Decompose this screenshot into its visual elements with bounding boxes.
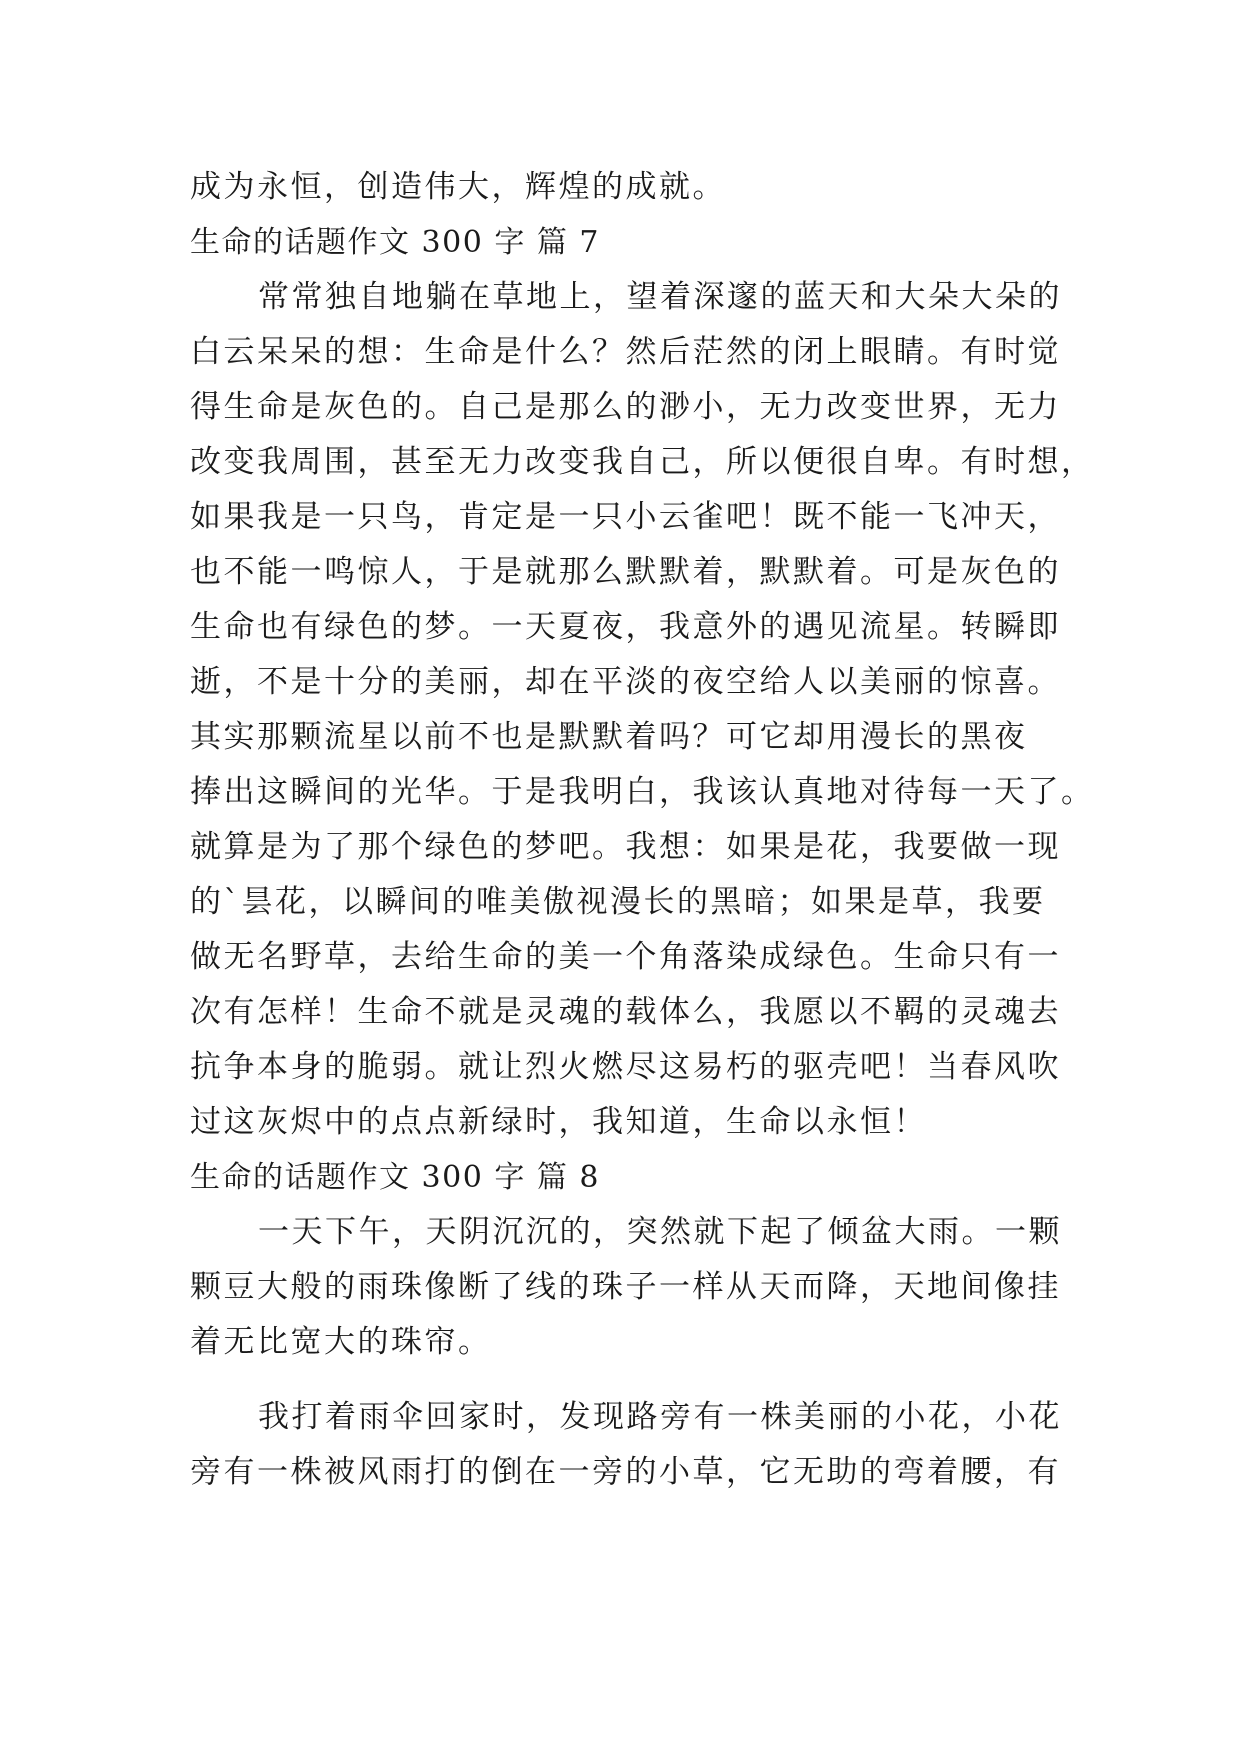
paragraph-line: 颗豆大般的雨珠像断了线的珠子一样从天而降，天地间像挂 — [190, 1269, 1061, 1305]
paragraph-line: 逝，不是十分的美丽，却在平淡的夜空给人以美丽的惊喜。 — [190, 664, 1061, 700]
paragraph-line: 得生命是灰色的。自己是那么的渺小，无力改变世界，无力 — [190, 389, 1061, 425]
paragraph-line: 也不能一鸣惊人，于是就那么默默着，默默着。可是灰色的 — [190, 554, 1061, 590]
section-8-paragraph-2 — [190, 1390, 1080, 1500]
paragraph-line: 如果我是一只鸟，肯定是一只小云雀吧！既不能一飞冲天， — [190, 499, 1061, 535]
paragraph-line: 抗争本身的脆弱。就让烈火燃尽这易朽的驱壳吧！当春风吹 — [190, 1049, 1061, 1085]
paragraph-line: 改变我周围，甚至无力改变我自己，所以便很自卑。有时想， — [190, 444, 1095, 480]
paragraph-line: 白云呆呆的想：生命是什么？然后茫然的闭上眼睛。有时觉 — [190, 334, 1061, 370]
paragraph-line: 旁有一株被风雨打的倒在一旁的小草，它无助的弯着腰，有 — [190, 1454, 1061, 1490]
document-body — [190, 160, 1095, 1500]
paragraph-line: 过这灰烬中的点点新绿时，我知道，生命以永恒！ — [190, 1104, 927, 1140]
paragraph-line: 就算是为了那个绿色的梦吧。我想：如果是花，我要做一现 — [190, 829, 1061, 865]
paragraph-line: 做无名野草，去给生命的美一个角落染成绿色。生命只有一 — [190, 939, 1061, 975]
paragraph-line: 生命也有绿色的梦。一天夏夜，我意外的遇见流星。转瞬即 — [190, 609, 1061, 645]
section-8-title: 生命的话题作文 300 字 篇 8 — [190, 1160, 600, 1195]
section-7-title: 生命的话题作文 300 字 篇 7 — [190, 225, 600, 260]
intro-line: 成为永恒，创造伟大，辉煌的成就。 — [190, 169, 726, 205]
paragraph-line: 捧出这瞬间的光华。于是我明白，我该认真地对待每一天了。 — [190, 774, 1095, 810]
paragraph-line: 次有怎样！生命不就是灵魂的载体么，我愿以不羁的灵魂去 — [190, 994, 1061, 1030]
section-8-paragraph-1 — [190, 1205, 1080, 1370]
paragraph-line: 常常独自地躺在草地上，望着深邃的蓝天和大朵大朵的 — [258, 279, 1062, 315]
section-7-paragraph — [190, 270, 1095, 1150]
paragraph-line: 我打着雨伞回家时，发现路旁有一株美丽的小花，小花 — [258, 1399, 1062, 1435]
paragraph-line: 其实那颗流星以前不也是默默着吗？可它却用漫长的黑夜 — [190, 719, 1028, 755]
paragraph-line: 一天下午，天阴沉沉的，突然就下起了倾盆大雨。一颗 — [258, 1214, 1062, 1250]
paragraph-line: 的`昙花，以瞬间的唯美傲视漫长的黑暗；如果是草，我要 — [190, 884, 1046, 920]
paragraph-line: 着无比宽大的珠帘。 — [190, 1324, 492, 1360]
